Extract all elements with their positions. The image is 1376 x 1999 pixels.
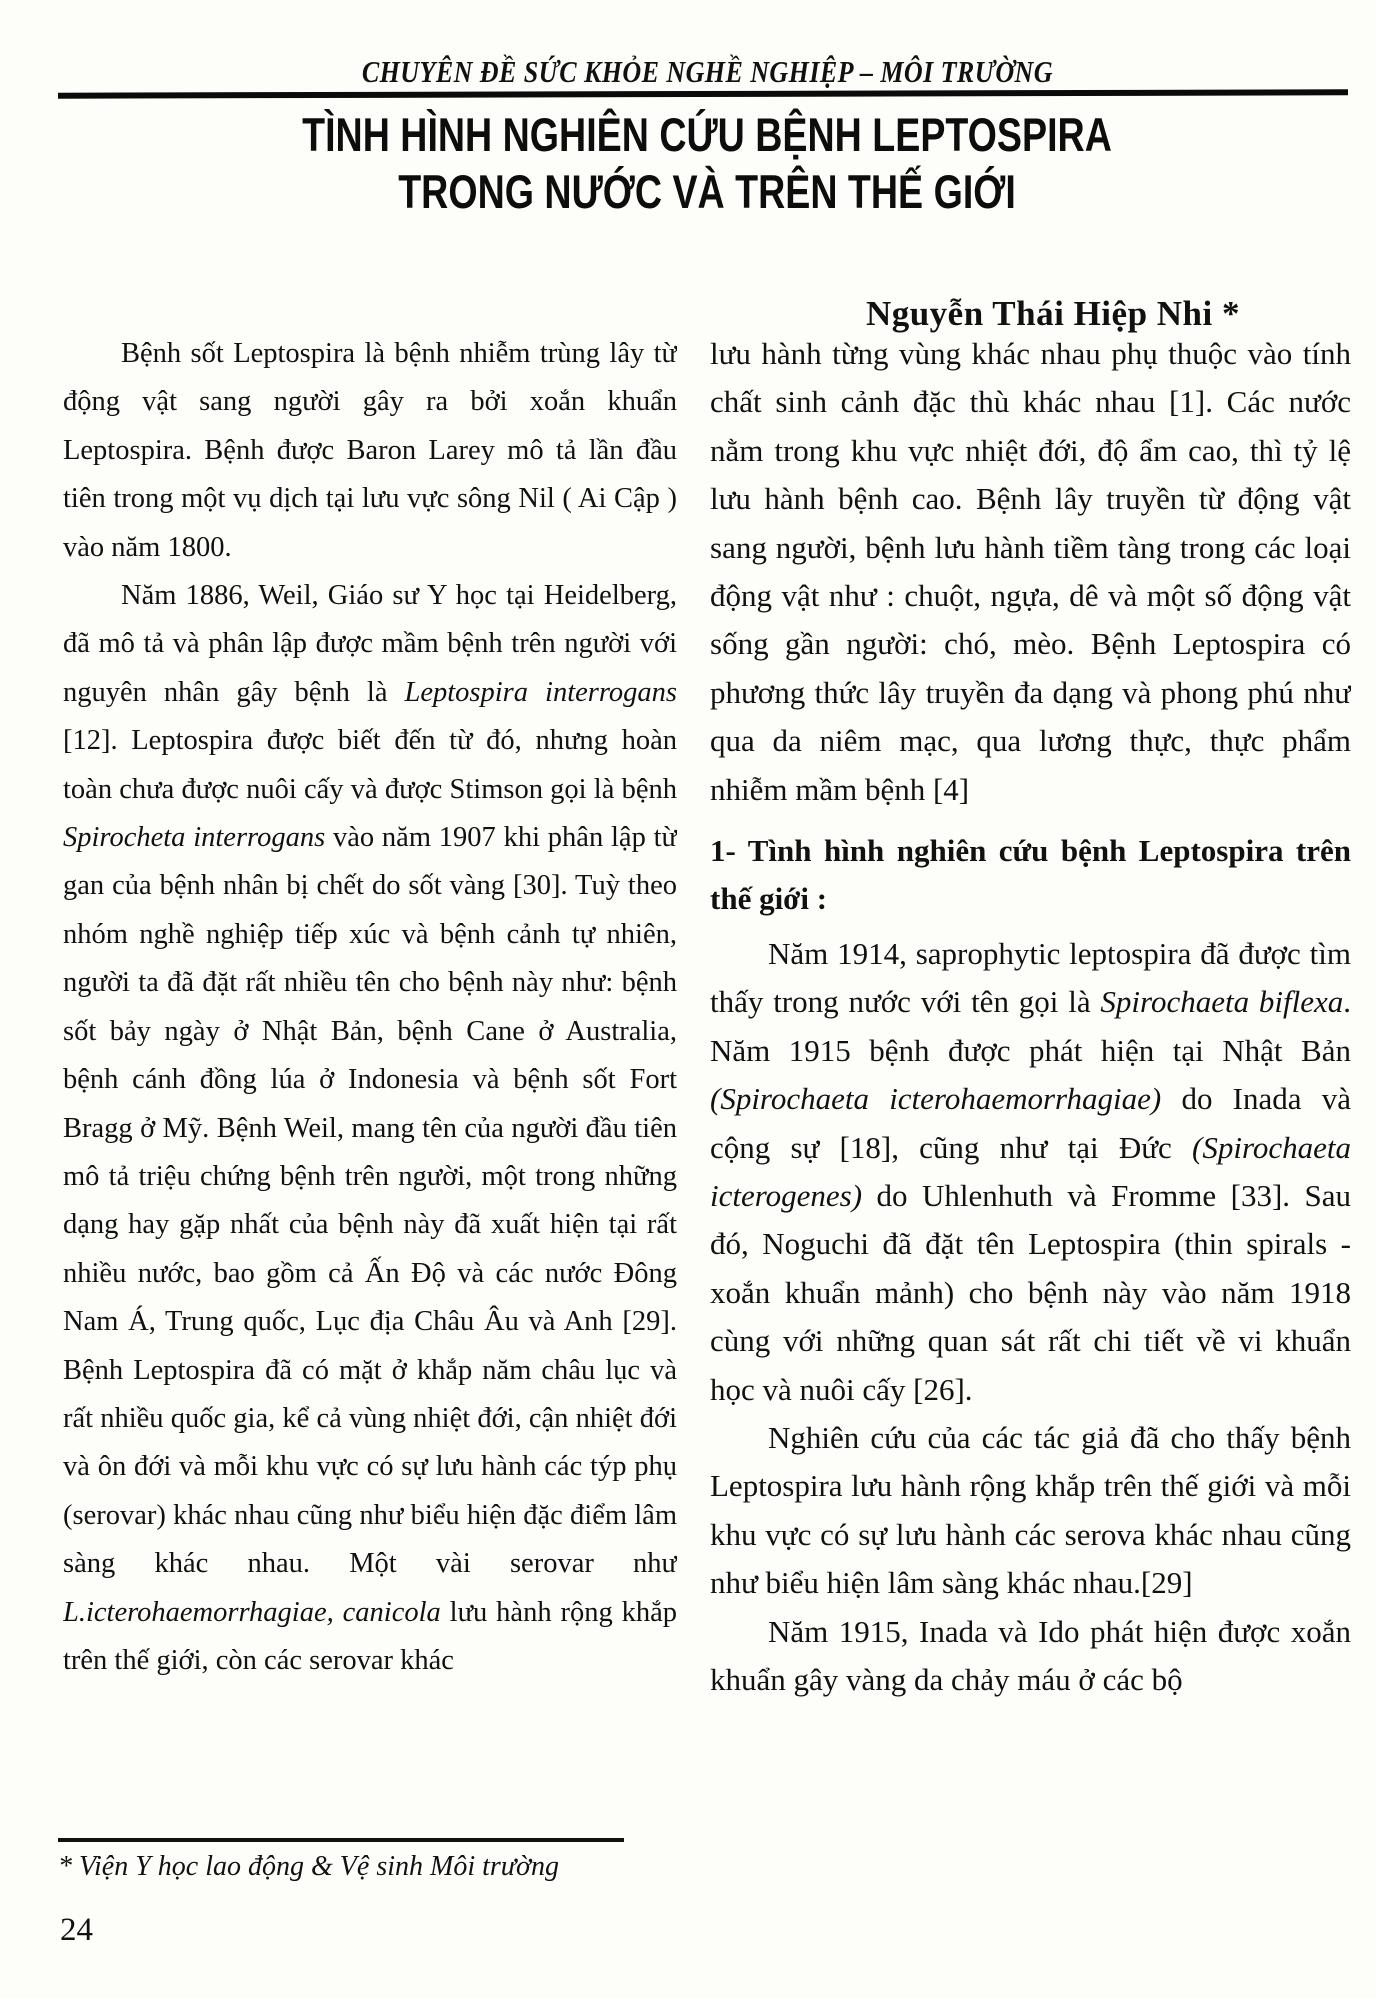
text-run: Năm 1886, Weil, Giáo sư Y học tại Heidelberg, đã mô tả và phân lập được mầm bệnh trên người với nguyên nhân gây bệnh là: [63, 580, 677, 708]
left-column: [63, 330, 677, 1832]
text-run: vào năm 1907 khi phân lập từ gan của bệnh nhân bị chết do sốt vàng [30]. Tuỳ theo nhóm nghề nghiệp tiếp xúc và bệnh cảnh tự nhiên, người ta đã đặt rất nhiều tên cho bệnh này như: bệnh sốt bảy ngày ở Nhật Bản, bệnh Cane ở Australia, bệnh cánh đồng lúa ở Indonesia và bệnh sốt Fort Bragg ở Mỹ. Bệnh Weil, mang tên của người đầu tiên mô tả triệu chứng bệnh trên người, một trong những dạng hay gặp nhất của bệnh này đã xuất hiện tại rất nhiều nước, bao gồm cả Ấn Độ và các nước Đông Nam Á, Trung quốc, Lục địa Châu Âu và Anh [29]. Bệnh Leptospira đã có mặt ở khắp năm châu lục và rất nhiều quốc gia, kể cả vùng nhiệt đới, cận nhiệt đới và ôn đới và mỗi khu vực có sự lưu hành các týp phụ (serovar) khác nhau cũng như biểu hiện đặc điểm lâm sàng khác nhau. Một vài serovar như: [63, 822, 677, 1580]
text-run: do Uhlenhuth và Fromme [33]. Sau đó, Noguchi đã đặt tên Leptospira (thin spirals - xoắn khuẩn mảnh) cho bệnh này vào năm 1918 cùng với những quan sát rất chi tiết về vi khuẩn học và nuôi cấy [26].: [710, 1177, 1351, 1407]
right-column: [710, 330, 1351, 1890]
footnote-block: [58, 1838, 624, 1883]
species-name: Leptospira interrogans: [404, 676, 677, 708]
serovar-names: L.icterohaemorrhagiae, canicola: [63, 1596, 441, 1628]
paragraph-continuation: lưu hành từng vùng khác nhau phụ thuộc vào tính chất sinh cảnh đặc thù khác nhau [1]. Các nước nằm trong khu vực nhiệt đới, độ ẩm cao, thì tỷ lệ lưu hành bệnh cao. Bệnh lây truyền từ động vật sang người, bệnh lưu hành tiềm tàng trong các loại động vật như : chuột, ngựa, dê và một số động vật sống gần người: chó, mèo. Bệnh Leptospira có phương thức lây truyền đa dạng và phong phú như qua da niêm mạc, qua lương thực, thực phẩm nhiễm mầm bệnh [4]: [710, 336, 1351, 807]
paragraph-prevalence: Nghiên cứu của các tác giả đã cho thấy bệnh Leptospira lưu hành rộng khắp trên thế giới và mỗi khu vực có sự lưu hành các serova khác nhau cũng như biểu hiện lâm sàng khác nhau.[29]: [710, 1419, 1351, 1601]
footnote-affiliation: * Viện Y học lao động & Vệ sinh Môi trường: [58, 1851, 559, 1882]
article-title: [63, 106, 1351, 220]
text-run: Năm 1914, saprophytic leptospira đã được tìm thấy trong nước với tên gọi là: [710, 935, 1351, 1020]
header-rule: [58, 89, 1348, 98]
species-name: (Spirochaeta icterohaemorrhagiae): [710, 1081, 1162, 1117]
paragraph-1915: Năm 1915, Inada và Ido phát hiện được xoắn khuẩn gây vàng da chảy máu ở các bộ: [710, 1613, 1351, 1697]
body-columns: [63, 330, 1351, 1890]
species-name: Spirocheta interrogans: [63, 822, 326, 854]
paragraph-history: [63, 572, 677, 1685]
article-title-line1: TÌNH HÌNH NGHIÊN CỨU BỆNH LEPTOSPIRA: [302, 108, 1112, 161]
page-number: 24: [60, 1912, 93, 1948]
text-run: do Inada và cộng sự [18], cũng như tại Đức: [710, 1081, 1351, 1165]
author-byline: Nguyễn Thái Hiệp Nhi *: [865, 294, 1240, 333]
article-title-line2: TRONG NƯỚC VÀ TRÊN THẾ GIỚI: [398, 165, 1016, 218]
text-run: lưu hành rộng khắp trên thế giới, còn các serovar khác: [63, 1596, 677, 1676]
species-name: Spirochaeta biflexa: [1100, 984, 1344, 1020]
paragraph-intro: Bệnh sốt Leptospira là bệnh nhiễm trùng lây từ động vật sang người gây ra bởi xoắn khuẩn Leptospira. Bệnh được Baron Larey mô tả lần đầu tiên trong một vụ dịch tại lưu vực sông Nil ( Ai Cập ) vào năm 1800.: [63, 338, 677, 563]
running-header-text: CHUYÊN ĐỀ SỨC KHỎE NGHỀ NGHIỆP – MÔI TRƯỜNG: [361, 54, 1053, 89]
species-name: (Spirochaeta icterogenes): [710, 1129, 1351, 1213]
text-run: [12]. Leptospira được biết đến từ đó, nhưng hoàn toàn chưa được nuôi cấy và được Stimson gọi là bệnh: [63, 725, 677, 805]
running-header: [63, 54, 1351, 90]
text-run: . Năm 1915 bệnh được phát hiện tại Nhật Bản: [710, 984, 1351, 1068]
section-heading: 1- Tình hình nghiên cứu bệnh Leptospira trên thế giới :: [710, 833, 1351, 917]
paragraph-world-research: [710, 930, 1351, 1414]
